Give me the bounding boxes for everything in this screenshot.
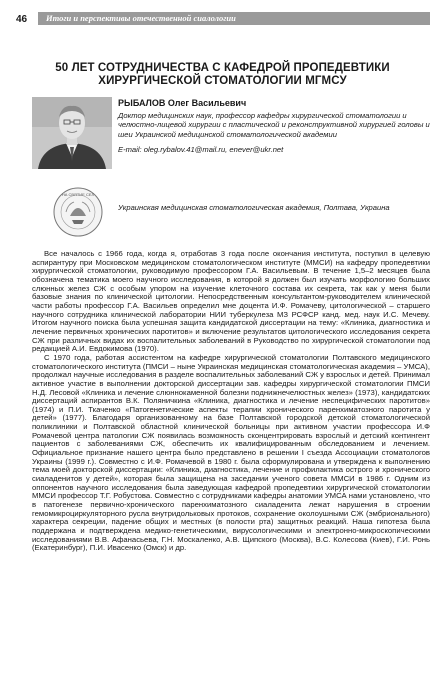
article-body	[32, 250, 430, 553]
body-paragraph: С 1970 года, работая ассистентом на кафедре хирургической стоматологии Полтавского медицинского стоматологического института (ПМСИ – ныне Украинская медицинская стоматологическая академия – УМСА), продолжал научные исследования в разделе воспалительных заболеваний СЖ у взрослых и детей. Принимал активное участие в выполнении докторской диссертации зав. кафедры хирургической стоматологии ПМСИ Н.Д. Лесовой «Клиника и лечение слюннокаменной болезни поднижнечелюстных желез» (1973), кандидатских диссертаций аспирантов В.К. Поляничкина «Клиника, диагностика и лечение неспецифических паротитов» (1974) и П.И. Ткаченко «Патогенетические аспекты терапии хронического паренхиматозного паротита у детей» (1977). Благодаря организованному на базе Полтавской городской детской стоматологической поликлиники и Полтавской областной клинической больницы при активном участии профессора И.Ф Ромачевой центра патологии СЖ появилась возможность сконцентрировать взрослый и детский контингент пациентов с заболеваниями СЖ, обеспечить их квалифицированным обследованием и лечением. Официальное признание нашего центра было представлено в решении I съезда Ассоциации стоматологов Украины (1999 г.). Совместно с И.Ф. Ромачевой в 1980 г. была сформулирована и утверждена к выполнению тема моей докторской диссертации: «Клиника, диагностика, лечение и профилактика острого и хронического сиаладенитов у детей», которая была защищена на заседании ученого совета ММСИ в 1986 г. Одним из оппонентов научного исследования была заведующая кафедрой пропедевтики хирургической стоматологии ММСИ профессор Т.Г. Робустова. Совместно с сотрудниками кафедры анатомии УМСА нами установлено, что в патогенезе первично-хронического паренхиматозного сиаладенита лежат нарушения в строении гемомикроциркуляторного русла внутридольковых протоков, сохранение околоушными СЖ (эмбрионального) характера секреции, падение общих и местных (в полости рта) защитных реакций. Наша гипотеза была поддержана и подтверждена медико-генетическими, вирусологическими и электронно-микроскопическими исследованиями В.В. Афанасьева, Г.Н. Москаленко, А.В. Щипского (Москва), В.С. Колесова (Киев), Г.И. Ронь (Екатеринбург), П.И. Ивасенко (Омск) и др.	[32, 352, 430, 553]
body-paragraph: Все началось с 1966 года, когда я, отработав 3 года после окончания института, поступил в целевую аспирантуру при Московском медицинском стоматологическом институте (ММСИ) на кафедру пропедевтики хирургической стоматологии, руководимую профессором Г.А. Васильевым. В течение 1,5–2 месяцев была обозначена тематика моего научного исследования, в которой я должен был изучать морфологию больших слюнных желез СЖ с особым упором на изучение клеточного состава их секрета, так как у меня были базовые знания по клинической цитологии. Непосредственным консультантом-руководителем клинической части работы профессор Г.А. Васильев определил мне доцента И.Ф. Ромачеву, цитологической – старшего научного сотрудника клинической лаборатории НИИ туберкулеза МЗ РСФСР канд. мед. наук И.С. Мечеву. Итогом научного поиска была успешная защита кандидатской диссертации на тему: «Клиника, диагностика и лечение первичных хронических паротитов» и включение результатов цитологического исследования секрета СЖ при различных видах их воспалительных заболеваний в Руководство по хирургической стоматологии под редакцией А.И. Евдокимова (1970).	[32, 249, 430, 354]
author-email: E-mail: oleg.rybalov.41@mail.ru, enever@ukr.net	[118, 145, 284, 155]
author-description: Доктор медицинских наук, профессор кафедры хирургической стоматологии и челюстно-лицевой хирургии с пластической и реконструктивной хирургией головы и шеи Украинской медицинской стоматологической академии	[118, 111, 430, 139]
article-title-line: 50 ЛЕТ СОТРУДНИЧЕСТВА С КАФЕДРОЙ ПРОПЕДЕВТИКИ	[55, 62, 390, 74]
article-title-line: ХИРУРГИЧЕСКОЙ СТОМАТОЛОГИИ МГМСУ	[98, 75, 347, 87]
emblem-lettering: НА СВЯТИЕ СЕЛ	[61, 192, 95, 197]
author-info	[118, 98, 430, 155]
emblem-image	[52, 186, 104, 238]
page-number: 46	[16, 14, 28, 25]
author-portrait	[32, 97, 112, 169]
author-name: РЫБАЛОВ Олег Васильевич	[118, 98, 247, 108]
portrait-image	[32, 97, 112, 169]
academy-emblem	[52, 186, 104, 238]
institution-affiliation: Украинская медицинская стоматологическая академия, Полтава, Украина	[118, 203, 390, 212]
running-header: Итоги и перспективы отечественной сиалологии	[38, 12, 430, 25]
article-title	[20, 62, 425, 88]
